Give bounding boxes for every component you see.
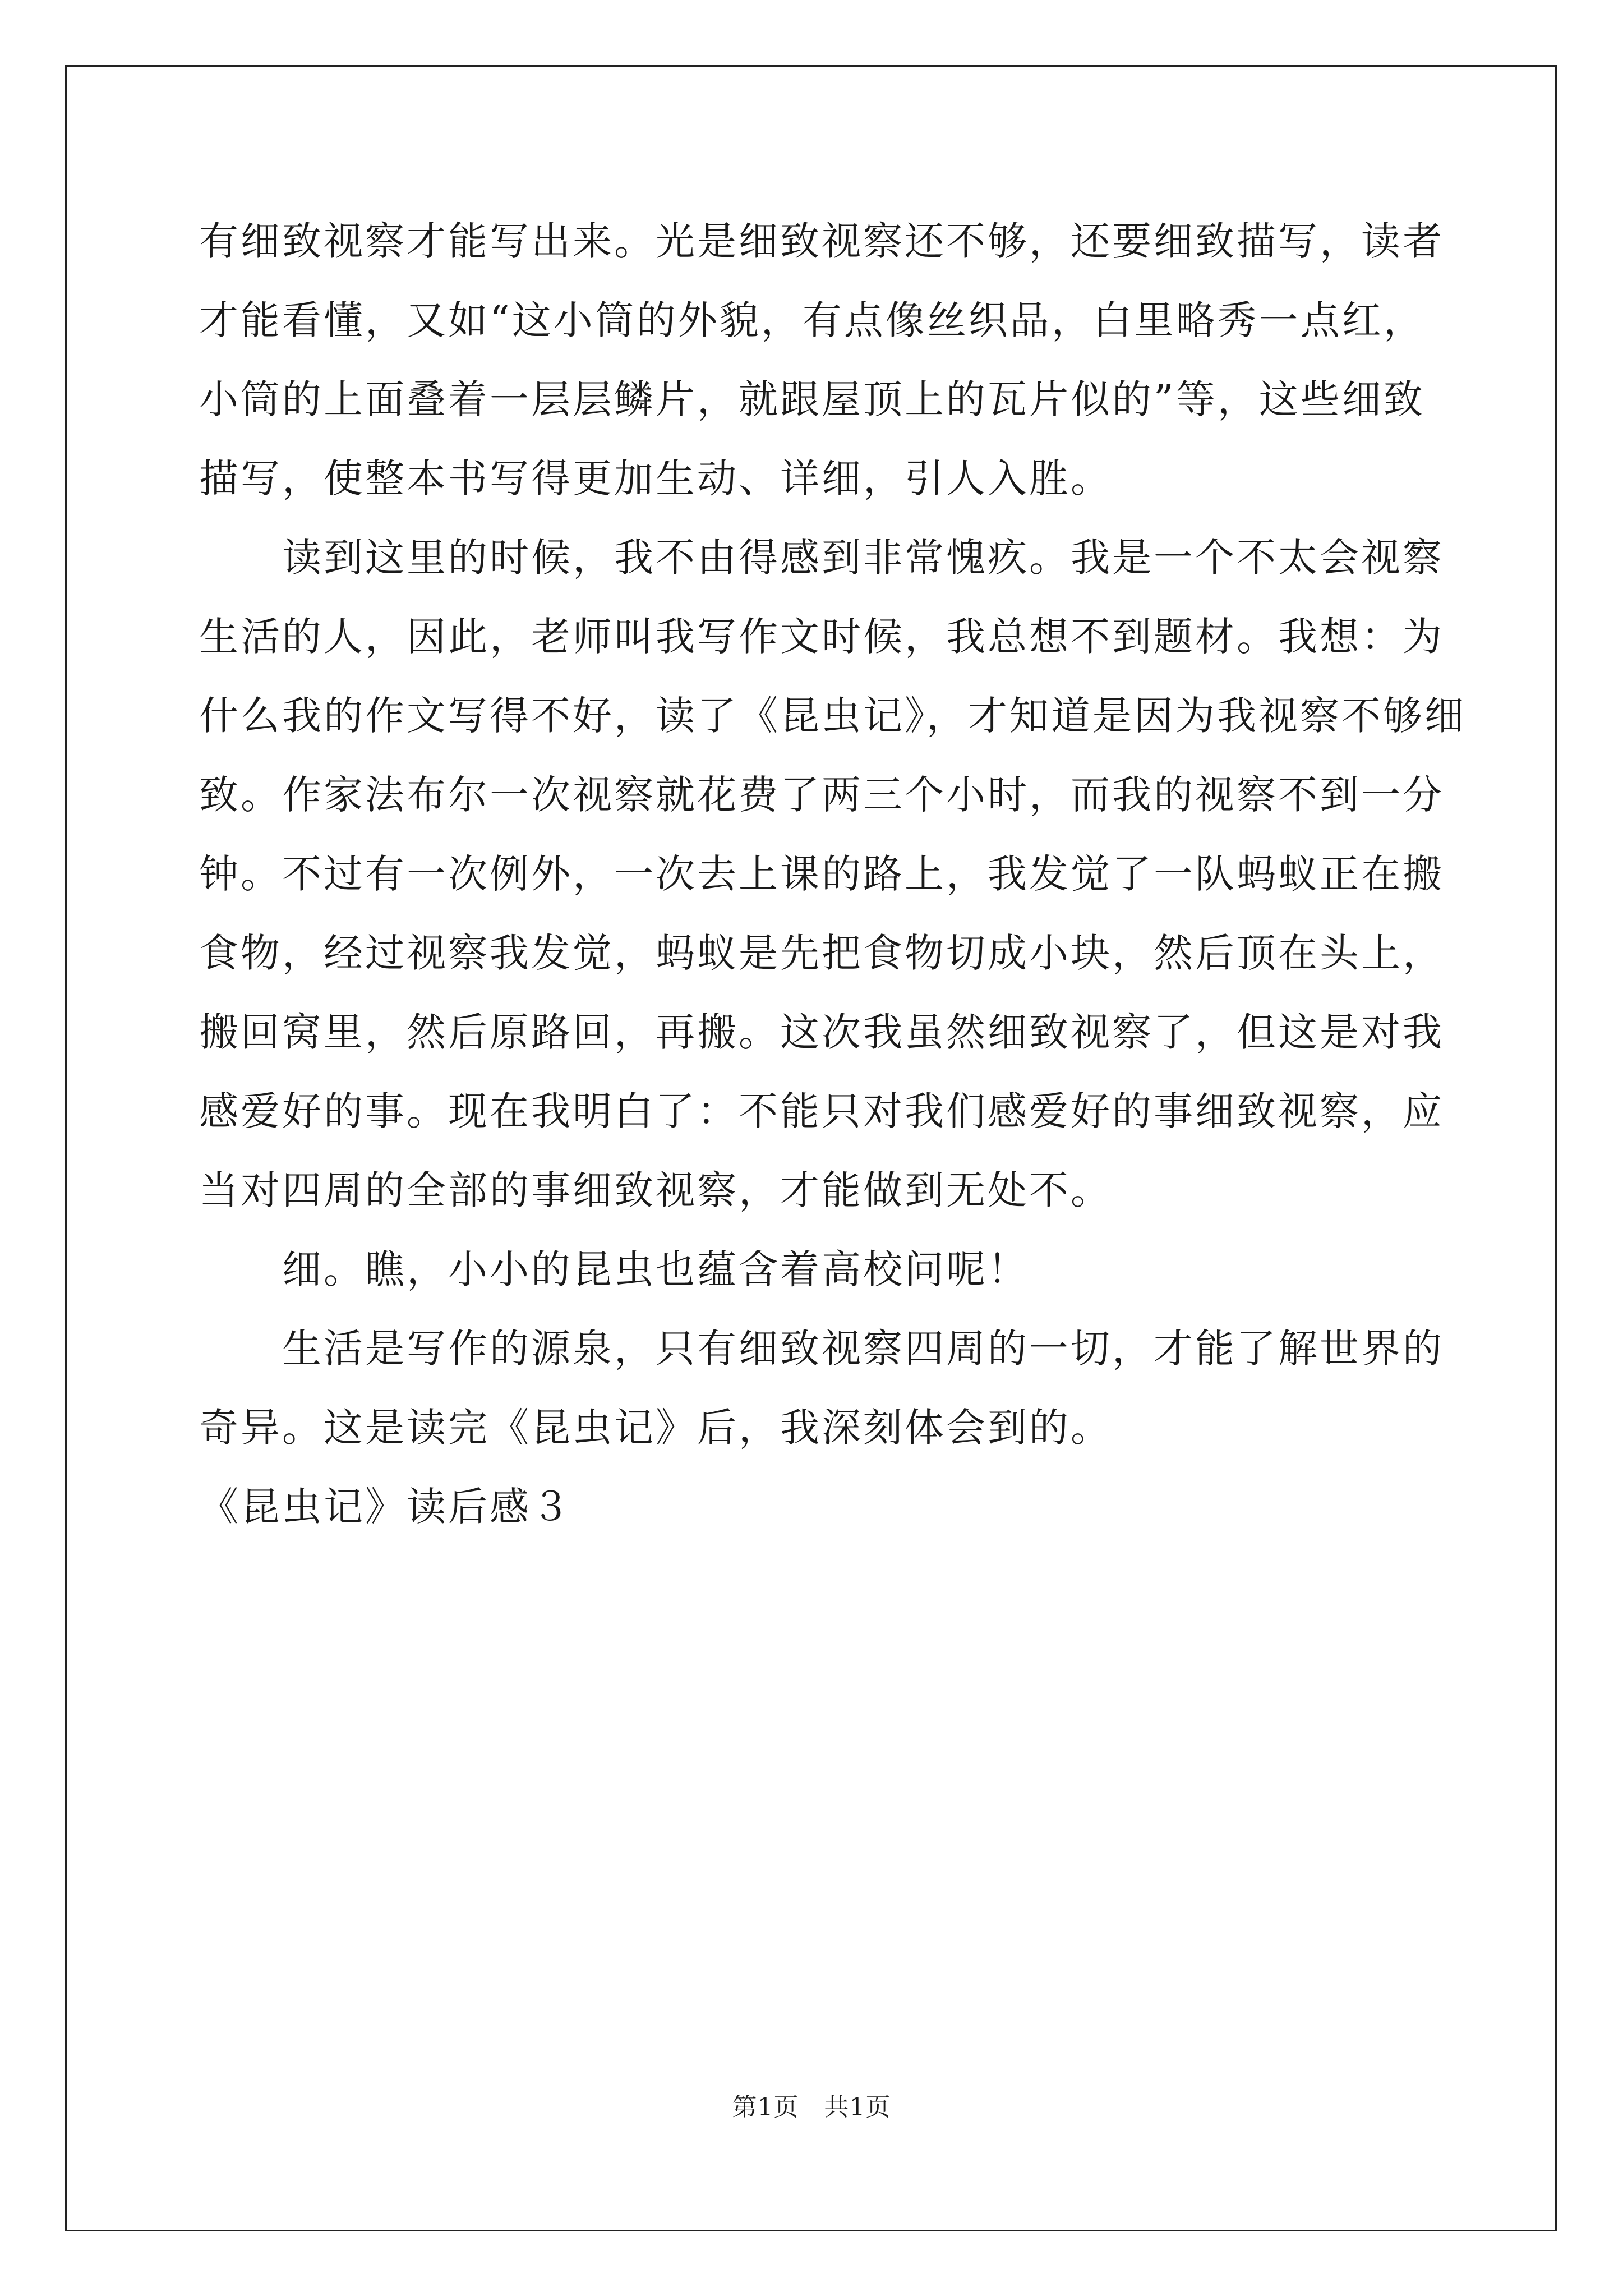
text-line: 小筒的上面叠着一层层鳞片，就跟屋顶上的瓦片似的”等，这些细致 [199,376,1425,422]
text-line: 奇异。这是读完《昆虫记》后，我深刻体会到的。 [199,1405,1112,1451]
section-heading: 《昆虫记》读后感３ [199,1484,573,1530]
text-line: 食物，经过视察我发觉，蚂蚁是先把食物切成小块，然后顶在头上， [199,930,1444,976]
paragraph-start-line: 生活是写作的源泉，只有细致视察四周的一切，才能了解世界的 [282,1326,1444,1372]
text-line: 描写，使整本书写得更加生动、详细，引人入胜。 [199,455,1112,501]
text-line: 生活的人，因此，老师叫我写作文时候，我总想不到题材。我想：为 [199,614,1444,660]
text-line: 才能看懂，又如“这小筒的外貌，有点像丝织品，白里略秀一点红， [199,297,1425,343]
paragraph-start-line: 细。瞧，小小的昆虫也蕴含着高校问呢！ [282,1246,1029,1292]
text-line: 什么我的作文写得不好，读了《昆虫记》，才知道是因为我视察不够细 [199,693,1466,739]
paragraph-start-line: 读到这里的时候，我不由得感到非常愧疚。我是一个不太会视察 [282,535,1444,581]
text-line: 钟。不过有一次例外，一次去上课的路上，我发觉了一队蚂蚁正在搬 [199,851,1444,897]
text-line: 致。作家法布尔一次视察就花费了两三个小时，而我的视察不到一分 [199,772,1444,818]
text-line: 当对四周的全部的事细致视察，才能做到无处不。 [199,1167,1112,1213]
page-number-footer: 第1页 共1页 [732,2093,891,2122]
text-line: 搬回窝里，然后原路回，再搬。这次我虽然细致视察了，但这是对我 [199,1009,1444,1055]
text-line: 感爱好的事。现在我明白了：不能只对我们感爱好的事细致视察，应 [199,1088,1444,1134]
document-body [199,202,1466,1547]
text-line: 有细致视察才能写出来。光是细致视察还不够，还要细致描写，读者 [199,218,1444,264]
